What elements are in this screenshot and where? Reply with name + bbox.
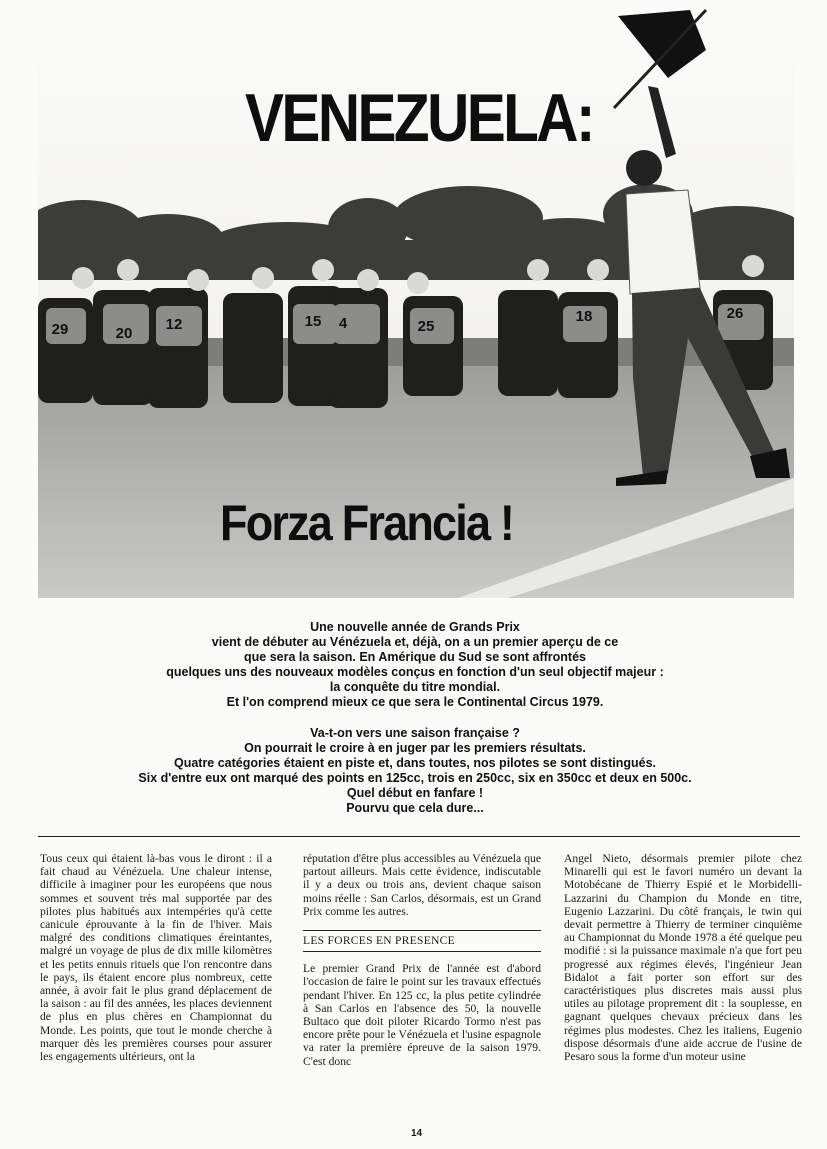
bike-number: 18 xyxy=(575,308,593,325)
intro-line: Pourvu que cela dure... xyxy=(346,801,484,815)
intro-line: Six d'entre eux ont marqué des points en 125cc, trois en 250cc, six en 350cc et deux en 500c. xyxy=(138,771,692,785)
intro-line: Va-t-on vers une saison française ? xyxy=(310,726,520,740)
column-text: Tous ceux qui étaient là-bas vous le diront : il a fait chaud au Vénézuela. Une chaleur intense, difficile à imaginer pour les européens que nous sommes et souvent très mal supportée par des pilotes plus habitués aux intempéries qu'à cette canicule éprouvante à la fin de l'hiver. Mais malgré des conditions climatiques éreintantes, malgré un voyage de plus de dix mille kilomètres et les petits ennuis rituels que l'on rencontre dans le pays, ils étaient encore plus nombreux, cette année, à avoir fait le plus grand déplacement de la saison : au fil des années, les places deviennent de plus en plus chères en Championnat du Monde. Les points, que tout le monde cherche à marquer dès les premières courses pour assurer les engagements ultérieurs, ont la xyxy=(40,852,272,1064)
intro-line: vient de débuter au Vénézuela et, déjà, on a un premier aperçu de ce xyxy=(211,635,619,649)
headline: VENEZUELA: xyxy=(245,80,593,156)
bike-number: 15 xyxy=(304,313,322,330)
column-text: Angel Nieto, désormais premier pilote chez Minarelli qui est le favori numéro un devant la Motobécane de Thierry Espié et le Morbidelli-Lazzarini du Champion du Monde en titre, Eugenio Lazzarini. Du côté français, le twin qui devait permettre à Thierry de terminer cinquième au Championnat du Monde 1978 a été quelque peu modifié : si la puissance maximale n'a que fort peu progressé aux régimes élevés, l'ingénieur Jean Bidalot a fait porter son effort sur des caractéristiques plus discretes mais aussi plus utiles au pilotage proprement dit : la souplesse, en gagnant quelques chevaux précieux dans les régimes plus modestes. Chez les italiens, Eugenio dispose désormais d'une aide accrue de l'usine de Pesaro sous la forme d'un moteur usine xyxy=(564,852,802,1064)
article-column-3 xyxy=(564,852,802,1063)
intro-line: Une nouvelle année de Grands Prix xyxy=(310,620,520,634)
article-column-2 xyxy=(303,852,541,1068)
page-number: 14 xyxy=(411,1128,423,1139)
subheadline: Forza Francia ! xyxy=(220,495,514,551)
article-column-1 xyxy=(40,852,272,1063)
section-heading: LES FORCES EN PRESENCE xyxy=(303,930,541,952)
intro-paragraph-1 xyxy=(80,620,750,710)
intro-line: quelques uns des nouveaux modèles conçus en fonction d'un seul objectif majeur : xyxy=(166,665,664,679)
column-text: réputation d'être plus accessibles au Vénézuela que partout ailleurs. Mais cette évidence, indiscutable il y a deux ou trois ans, devient chaque saison moins réelle : San Carlos, désormais, est un Grand Prix comme les autres. xyxy=(303,852,541,918)
intro-line: que sera la saison. En Amérique du Sud se sont affrontés xyxy=(244,650,586,664)
bike-number: 29 xyxy=(51,321,69,338)
intro-line: On pourrait le croire à en juger par les premiers résultats. xyxy=(244,741,586,755)
intro-line: la conquête du titre mondial. xyxy=(329,680,501,694)
bike-number: 4 xyxy=(338,315,348,332)
bike-number: 25 xyxy=(417,318,435,335)
intro-line: Et l'on comprend mieux ce que sera le Continental Circus 1979. xyxy=(226,695,604,709)
intro-paragraph-2 xyxy=(80,726,750,816)
divider-rule xyxy=(38,836,800,837)
bike-number: 26 xyxy=(726,305,744,322)
column-text: Le premier Grand Prix de l'année est d'abord l'occasion de faire le point sur les travaux effectués pendant l'hiver. En 125 cc, la plus petite cylindrée à San Carlos en l'absence des 50, la nouvelle Bultaco que doit piloter Ricardo Tormo n'est pas encore prête pour le Vénézuela et l'usine espagnole va rater la première épreuve de la saison 1979. C'est donc xyxy=(303,962,541,1068)
intro-line: Quel début en fanfare ! xyxy=(346,786,484,800)
bike-number: 12 xyxy=(165,316,183,333)
intro-line: Quatre catégories étaient en piste et, dans toutes, nos pilotes se sont distingués. xyxy=(173,756,657,770)
bike-number: 20 xyxy=(115,325,133,342)
